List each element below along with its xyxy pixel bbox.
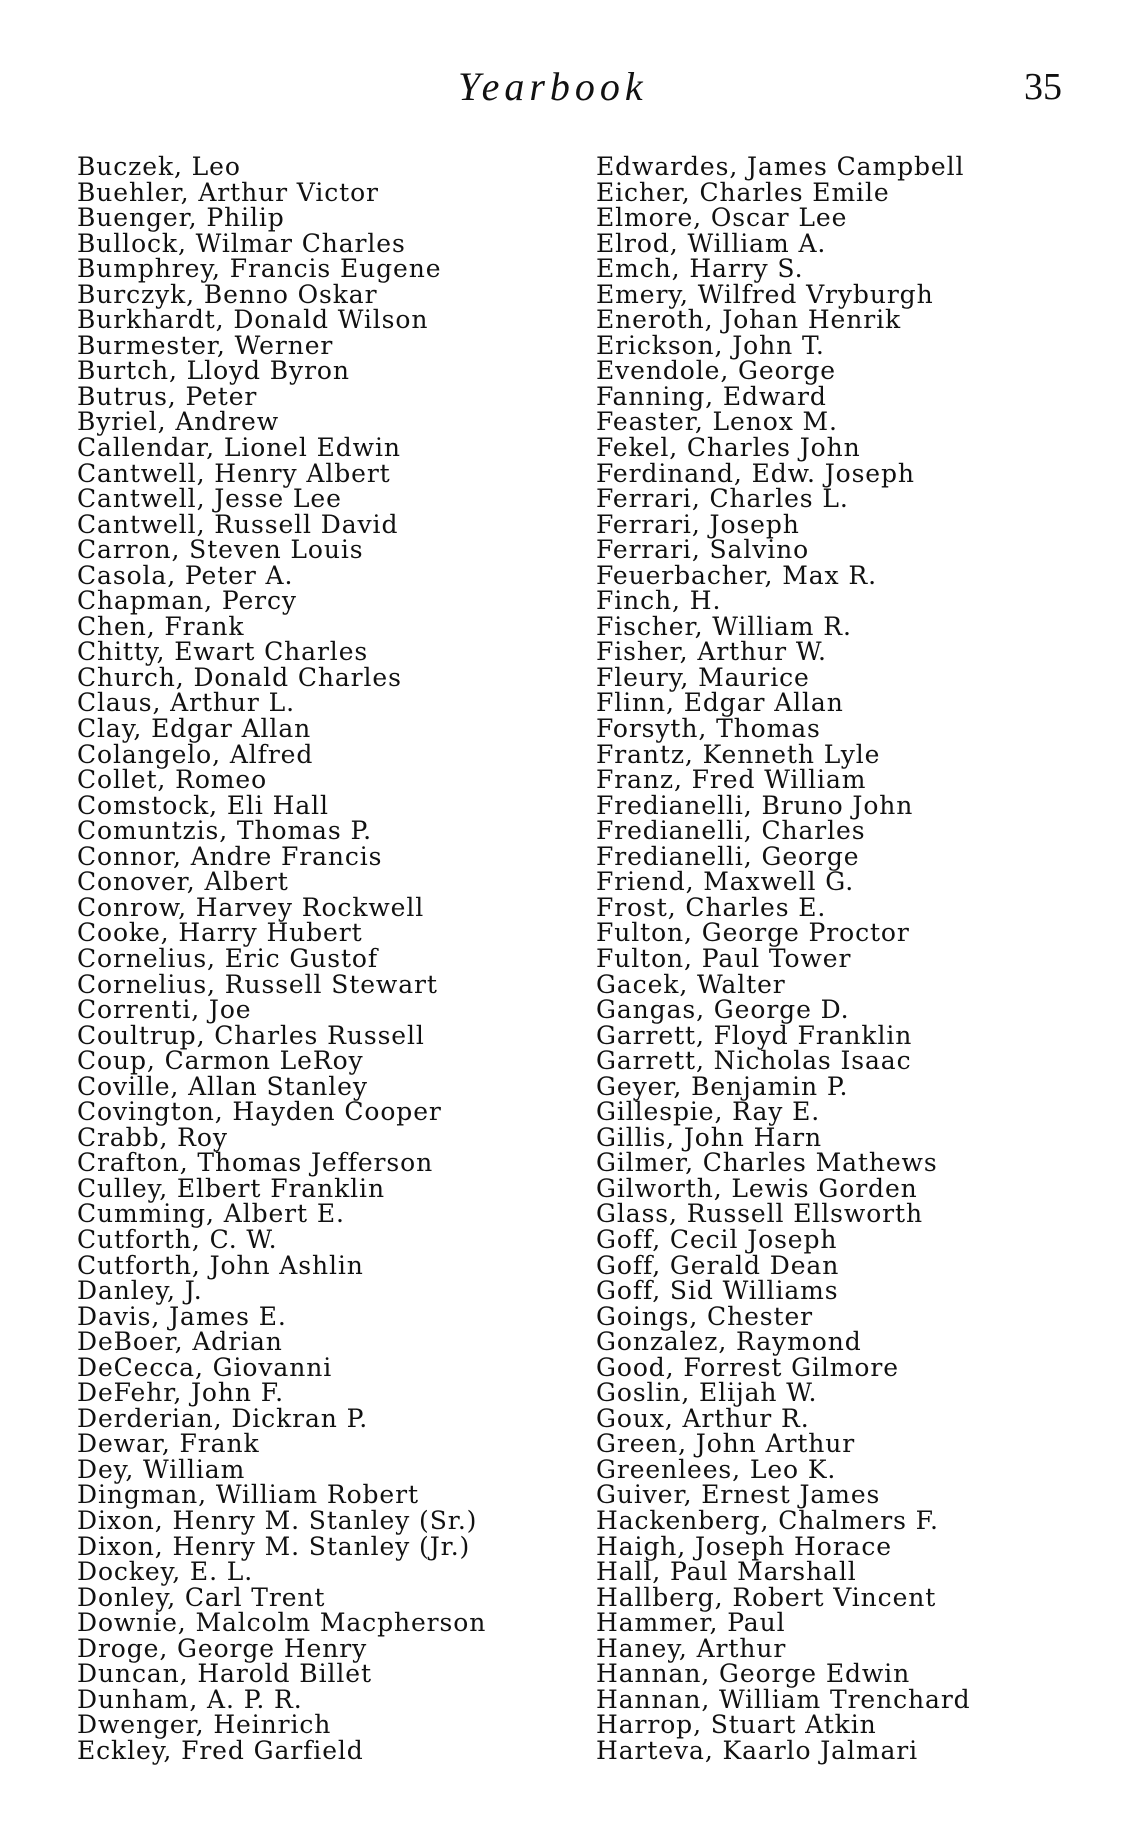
name-entry: Frantz, Kenneth Lyle — [596, 739, 881, 769]
name-entry: DeBoer, Adrian — [77, 1327, 283, 1357]
name-entry: Erickson, John T. — [596, 330, 825, 360]
name-entry: Coultrup, Charles Russell — [77, 1020, 425, 1050]
name-entry: Chapman, Percy — [77, 586, 297, 616]
name-entry: Fisher, Arthur W. — [596, 637, 827, 667]
name-entry: Fischer, William R. — [596, 611, 852, 641]
name-entry: Buczek, Leo — [77, 152, 241, 181]
name-entry: Haigh, Joseph Horace — [596, 1531, 892, 1561]
name-entry: Connor, Andre Francis — [77, 841, 383, 871]
name-entry: Gilworth, Lewis Gorden — [596, 1173, 918, 1203]
name-entry: Clay, Edgar Allan — [77, 714, 312, 744]
name-entry: Cornelius, Russell Stewart — [77, 969, 438, 999]
name-entry: Fekel, Charles John — [596, 433, 861, 463]
name-entry: Colangelo, Alfred — [77, 739, 314, 769]
name-entry: Dingman, William Robert — [77, 1480, 419, 1510]
name-entry: Geyer, Benjamin P. — [596, 1071, 849, 1101]
name-entry: Coville, Allan Stanley — [77, 1071, 368, 1101]
page-number: 35 — [1024, 66, 1062, 108]
name-entry: Gonzalez, Raymond — [596, 1327, 862, 1357]
name-entry: Conover, Albert — [77, 867, 289, 897]
name-entry: Eneroth, Johan Henrik — [596, 305, 902, 335]
name-entry: Dewar, Frank — [77, 1429, 260, 1459]
name-entry: Finch, H. — [596, 586, 722, 616]
name-entry: Eckley, Fred Garfield — [77, 1735, 364, 1765]
name-entry: Dixon, Henry M. Stanley (Sr.) — [77, 1505, 478, 1535]
name-entry: Burmester, Werner — [77, 330, 334, 360]
name-entry: Dey, William — [77, 1454, 246, 1484]
name-entry: Ferrari, Salvino — [596, 535, 810, 565]
name-column-left — [77, 154, 557, 1763]
name-entry: Dixon, Henry M. Stanley (Jr.) — [77, 1531, 471, 1561]
name-entry: Cantwell, Henry Albert — [77, 458, 391, 488]
name-entry: Byriel, Andrew — [77, 407, 280, 437]
name-entry: Cantwell, Jesse Lee — [77, 484, 342, 514]
name-entry: Hackenberg, Chalmers F. — [596, 1505, 939, 1535]
name-entry: Dunham, A. P. R. — [77, 1684, 303, 1714]
name-entry: Duncan, Harold Billet — [77, 1659, 372, 1689]
name-entry: Carron, Steven Louis — [77, 535, 364, 565]
name-entry: Haney, Arthur — [596, 1633, 787, 1663]
name-entry: Friend, Maxwell G. — [596, 867, 855, 897]
name-entry: Cornelius, Eric Gustof — [77, 943, 379, 973]
name-entry: Gangas, George D. — [596, 995, 850, 1025]
name-entry: Elmore, Oscar Lee — [596, 203, 848, 233]
name-entry: Garrett, Nicholas Isaac — [596, 1046, 912, 1076]
name-entry: Fredianelli, George — [596, 841, 860, 871]
name-entry: Greenlees, Leo K. — [596, 1454, 837, 1484]
name-entry: Burtch, Lloyd Byron — [77, 356, 350, 386]
name-entry: Fulton, Paul Tower — [596, 943, 852, 973]
name-entry: Goux, Arthur R. — [596, 1403, 810, 1433]
name-entry: Edwardes, James Campbell — [596, 152, 965, 181]
name-entry: DeFehr, John F. — [77, 1378, 284, 1408]
name-entry: Casola, Peter A. — [77, 560, 294, 590]
name-entry: Danley, J. — [77, 1276, 203, 1306]
name-entry: Hannan, William Trenchard — [596, 1684, 971, 1714]
name-entry: Callendar, Lionel Edwin — [77, 433, 401, 463]
running-title: Yearbook — [458, 64, 648, 109]
name-entry: Goslin, Elijah W. — [596, 1378, 818, 1408]
name-entry: Ferrari, Charles L. — [596, 484, 849, 514]
name-entry: Correnti, Joe — [77, 995, 252, 1025]
name-entry: Church, Donald Charles — [77, 662, 402, 692]
name-entry: Fredianelli, Charles — [596, 816, 866, 846]
name-entry: Goings, Chester — [596, 1301, 813, 1331]
name-entry: Dockey, E. L. — [77, 1557, 254, 1587]
name-entry: DeCecca, Giovanni — [77, 1352, 333, 1382]
name-entry: Ferrari, Joseph — [596, 509, 800, 539]
name-entry: Flinn, Edgar Allan — [596, 688, 844, 718]
name-entry: Cooke, Harry Hubert — [77, 918, 363, 948]
name-entry: Feaster, Lenox M. — [596, 407, 838, 437]
name-entry: Claus, Arthur L. — [77, 688, 295, 718]
name-entry: Fanning, Edward — [596, 381, 827, 411]
name-entry: Ferdinand, Edw. Joseph — [596, 458, 915, 488]
name-entry: Frost, Charles E. — [596, 892, 827, 922]
name-entry: Cutforth, C. W. — [77, 1224, 278, 1254]
name-entry: Hall, Paul Marshall — [596, 1557, 857, 1587]
name-entry: Hammer, Paul — [596, 1608, 786, 1638]
name-entry: Buehler, Arthur Victor — [77, 177, 379, 207]
name-entry: Franz, Fred William — [596, 765, 867, 795]
name-entry: Garrett, Floyd Franklin — [596, 1020, 913, 1050]
name-entry: Feuerbacher, Max R. — [596, 560, 877, 590]
name-entry: Goff, Cecil Joseph — [596, 1224, 838, 1254]
name-entry: Crabb, Roy — [77, 1122, 228, 1152]
name-entry: Buenger, Philip — [77, 203, 285, 233]
name-entry: Covington, Hayden Cooper — [77, 1097, 442, 1127]
name-entry: Culley, Elbert Franklin — [77, 1173, 385, 1203]
name-entry: Burczyk, Benno Oskar — [77, 279, 378, 309]
name-entry: Gillespie, Ray E. — [596, 1097, 821, 1127]
name-entry: Gillis, John Harn — [596, 1122, 822, 1152]
page-header — [0, 62, 1134, 122]
name-entry: Fleury, Maurice — [596, 662, 810, 692]
name-entry: Donley, Carl Trent — [77, 1582, 326, 1612]
name-entry: Elrod, William A. — [596, 228, 827, 258]
name-entry: Harrop, Stuart Atkin — [596, 1710, 877, 1740]
name-entry: Butrus, Peter — [77, 381, 258, 411]
name-entry: Glass, Russell Ellsworth — [596, 1199, 923, 1229]
name-entry: Emch, Harry S. — [596, 254, 804, 284]
name-entry: Derderian, Dickran P. — [77, 1403, 369, 1433]
name-entry: Cumming, Albert E. — [77, 1199, 345, 1229]
name-entry: Green, John Arthur — [596, 1429, 856, 1459]
name-entry: Guiver, Ernest James — [596, 1480, 881, 1510]
name-entry: Goff, Sid Williams — [596, 1276, 839, 1306]
name-entry: Gilmer, Charles Mathews — [596, 1148, 938, 1178]
name-entry: Comstock, Eli Hall — [77, 790, 329, 820]
name-entry: Droge, George Henry — [77, 1633, 368, 1663]
name-entry: Burkhardt, Donald Wilson — [77, 305, 429, 335]
name-entry: Harteva, Kaarlo Jalmari — [596, 1735, 919, 1765]
name-entry: Dwenger, Heinrich — [77, 1710, 332, 1740]
name-entry: Collet, Romeo — [77, 765, 268, 795]
name-entry: Coup, Carmon LeRoy — [77, 1046, 364, 1076]
name-entry: Fulton, George Proctor — [596, 918, 910, 948]
name-entry: Conrow, Harvey Rockwell — [77, 892, 425, 922]
name-entry: Downie, Malcolm Macpherson — [77, 1608, 487, 1638]
name-entry: Crafton, Thomas Jefferson — [77, 1148, 434, 1178]
name-entry: Davis, James E. — [77, 1301, 287, 1331]
name-entry: Hallberg, Robert Vincent — [596, 1582, 937, 1612]
name-entry: Good, Forrest Gilmore — [596, 1352, 899, 1382]
name-entry: Cantwell, Russell David — [77, 509, 399, 539]
name-entry: Chen, Frank — [77, 611, 245, 641]
name-entry: Gacek, Walter — [596, 969, 786, 999]
name-entry: Forsyth, Thomas — [596, 714, 821, 744]
name-entry: Bullock, Wilmar Charles — [77, 228, 406, 258]
name-entry: Cutforth, John Ashlin — [77, 1250, 364, 1280]
name-column-right — [596, 154, 1116, 1763]
name-entry: Evendole, George — [596, 356, 836, 386]
name-entry: Fredianelli, Bruno John — [596, 790, 914, 820]
name-entry: Hannan, George Edwin — [596, 1659, 911, 1689]
name-entry: Goff, Gerald Dean — [596, 1250, 840, 1280]
name-entry: Comuntzis, Thomas P. — [77, 816, 372, 846]
name-entry: Bumphrey, Francis Eugene — [77, 254, 442, 284]
name-entry: Emery, Wilfred Vryburgh — [596, 279, 934, 309]
name-entry: Eicher, Charles Emile — [596, 177, 890, 207]
name-entry: Chitty, Ewart Charles — [77, 637, 369, 667]
